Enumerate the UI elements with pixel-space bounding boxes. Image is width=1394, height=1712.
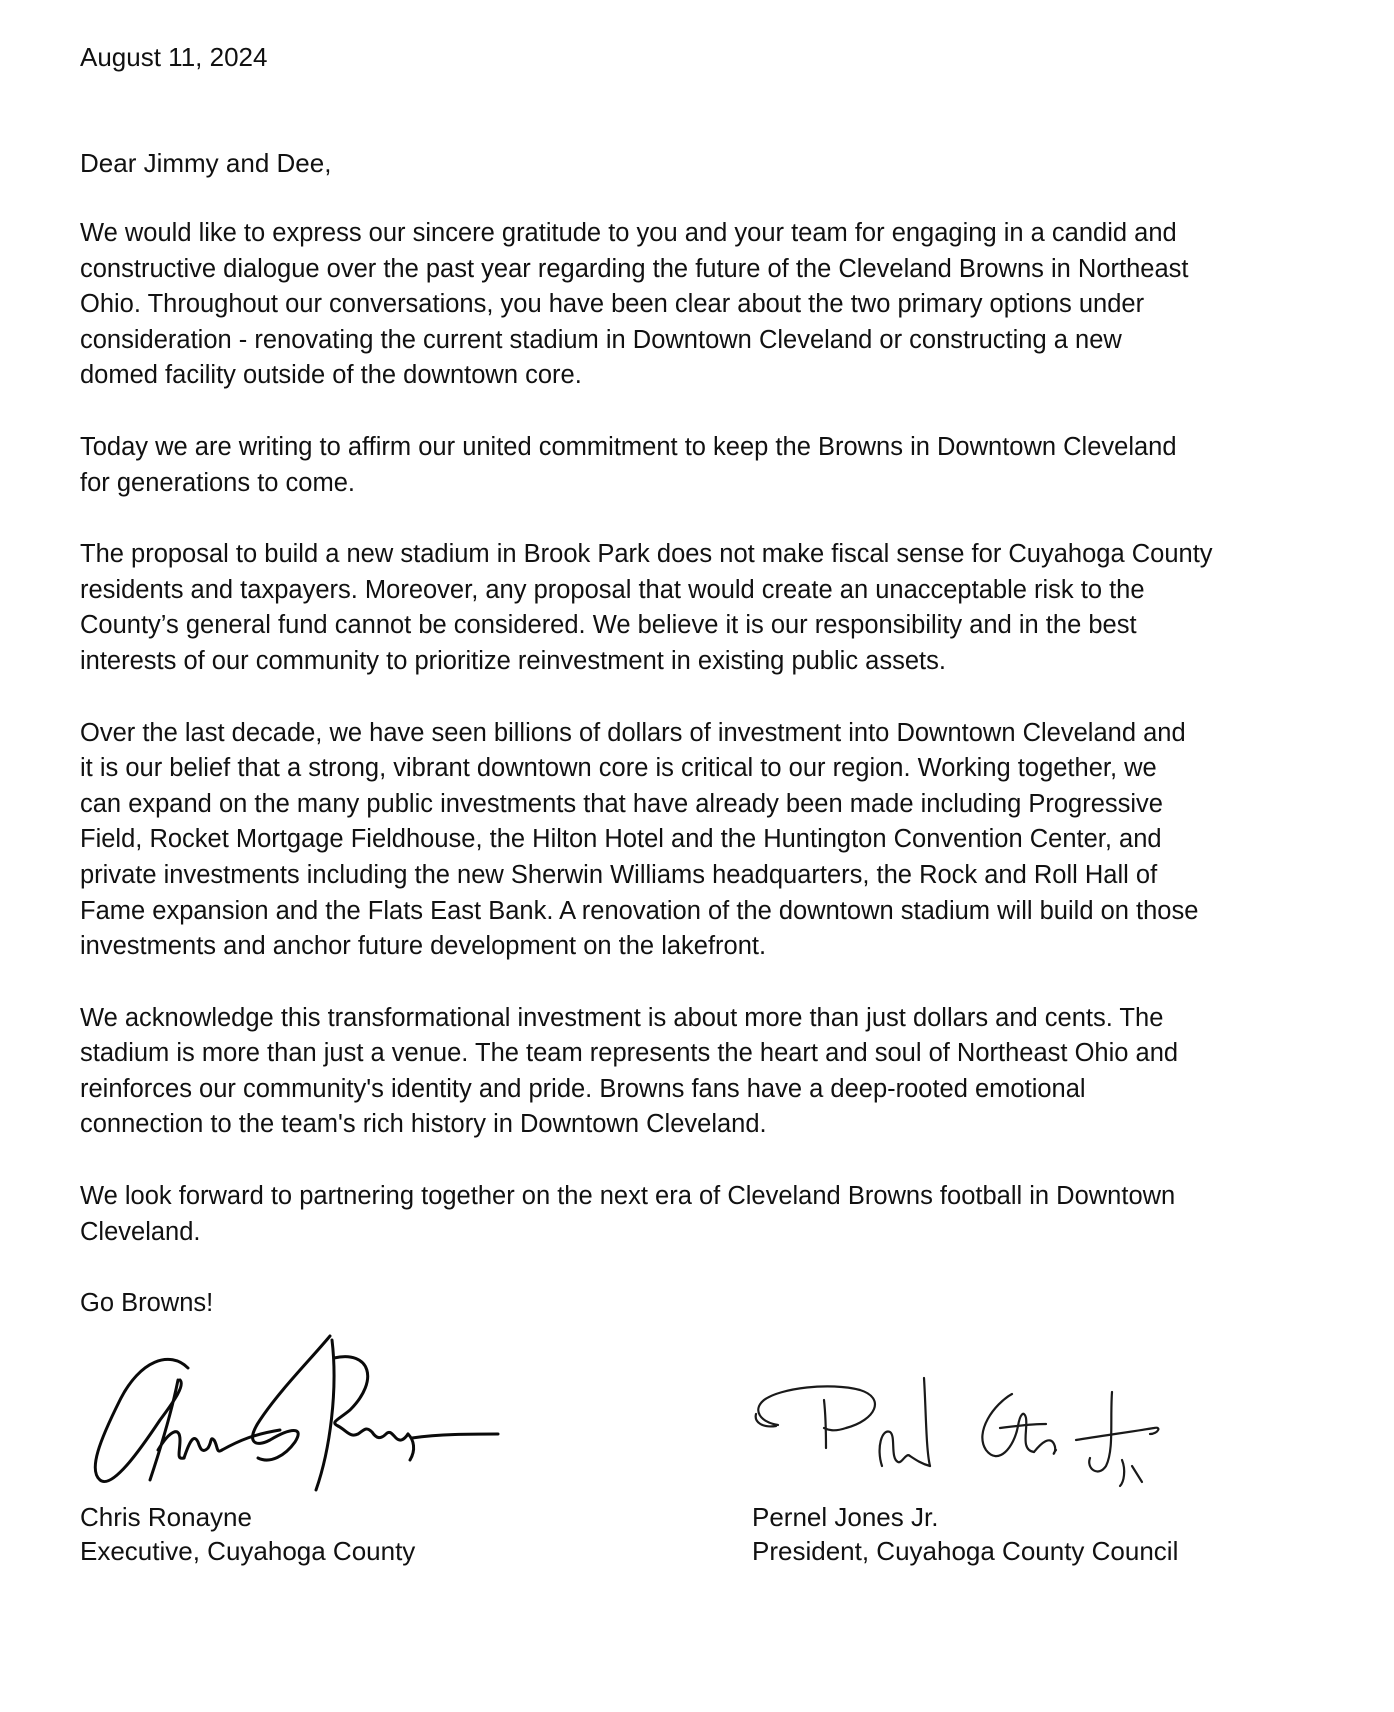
paragraph-line: investments and anchor future development on the lakefront. (80, 932, 767, 961)
signatory-right (752, 1500, 1178, 1568)
signature-pernel-jones (750, 1370, 1170, 1495)
letter-date: August 11, 2024 (80, 42, 268, 72)
paragraph-line: reinforces our community's identity and pride. Browns fans have a deep-rooted emotional (80, 1074, 1086, 1103)
paragraph-line: We acknowledge this transformational investment is about more than just dollars and cents. The (80, 1003, 1164, 1032)
paragraph-identity (80, 1001, 1330, 1143)
paragraph-line: domed facility outside of the downtown core. (80, 361, 582, 390)
paragraph-line: interests of our community to prioritize reinvestment in existing public assets. (80, 646, 946, 675)
paragraph-line: We look forward to partnering together on the next era of Cleveland Browns football in Downtown (80, 1182, 1176, 1211)
signatory-name: Pernel Jones Jr. (752, 1502, 939, 1532)
signatory-left (80, 1500, 415, 1568)
paragraph-partnering (80, 1179, 1330, 1250)
paragraph-line: Ohio. Throughout our conversations, you have been clear about the two primary options under (80, 290, 1145, 319)
paragraph-line: We would like to express our sincere gratitude to you and your team for engaging in a candid and (80, 219, 1177, 247)
paragraph-closing (80, 1286, 1330, 1322)
paragraph-line: residents and taxpayers. Moreover, any proposal that would create an unacceptable risk to the (80, 575, 1145, 604)
paragraph-line: Fame expansion and the Flats East Bank. A renovation of the downtown stadium will build on those (80, 896, 1199, 925)
paragraph-line: private investments including the new Sherwin Williams headquarters, the Rock and Roll Hall of (80, 860, 1158, 889)
paragraph-line: it is our belief that a strong, vibrant downtown core is critical to our region. Working together, we (80, 754, 1157, 783)
paragraph-line: County’s general fund cannot be considered. We believe it is our responsibility and in the best (80, 611, 1137, 640)
paragraph-gratitude (80, 216, 1330, 394)
paragraph-line: stadium is more than just a venue. The team represents the heart and soul of Northeast Ohio and (80, 1039, 1179, 1068)
signatory-title: President, Cuyahoga County Council (752, 1536, 1179, 1566)
paragraph-line: The proposal to build a new stadium in Brook Park does not make fiscal sense for Cuyahoga County (80, 540, 1213, 569)
paragraph-line: Over the last decade, we have seen billions of dollars of investment into Downtown Cleveland and (80, 718, 1186, 747)
paragraph-line: Today we are writing to affirm our united commitment to keep the Browns in Downtown Cleveland (80, 432, 1177, 461)
signatory-name: Chris Ronayne (80, 1502, 252, 1532)
paragraph-line: consideration - renovating the current stadium in Downtown Cleveland or constructing a new (80, 325, 1122, 354)
signatory-title: Executive, Cuyahoga County (80, 1536, 416, 1566)
paragraph-investment (80, 716, 1330, 965)
signature-block (80, 1330, 1340, 1590)
paragraph-line: Field, Rocket Mortgage Fieldhouse, the Hilton Hotel and the Huntington Convention Center, and (80, 825, 1162, 854)
signature-chris-ronayne (80, 1330, 500, 1505)
paragraph-commitment (80, 430, 1330, 501)
paragraph-line: Go Browns! (80, 1289, 214, 1318)
letter-body (80, 216, 1330, 1358)
paragraph-line: can expand on the many public investments that have already been made including Progressive (80, 789, 1163, 818)
salutation: Dear Jimmy and Dee, (80, 148, 332, 178)
paragraph-line: constructive dialogue over the past year regarding the future of the Cleveland Browns in Northeast (80, 254, 1189, 283)
paragraph-line: for generations to come. (80, 468, 355, 497)
paragraph-line: connection to the team's rich history in Downtown Cleveland. (80, 1110, 767, 1139)
paragraph-line: Cleveland. (80, 1217, 201, 1246)
paragraph-fiscal (80, 537, 1330, 679)
